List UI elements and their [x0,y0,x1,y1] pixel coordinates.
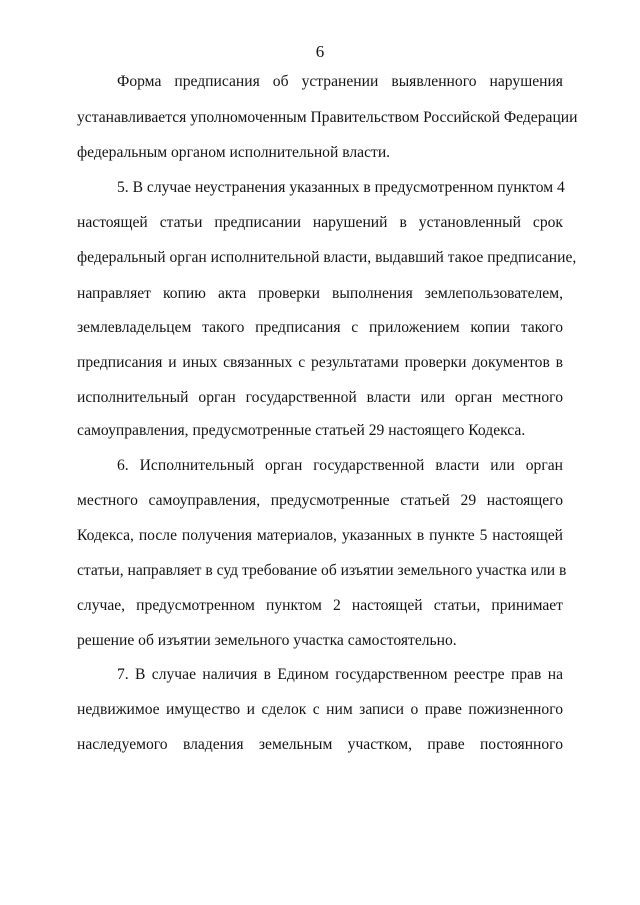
text-line: случае, предусмотренном пунктом 2 настоящей статьи, принимает [77,597,563,614]
text-line: Кодекса, после получения материалов, указанных в пункте 5 настоящей [77,527,563,544]
text-line: исполнительный орган государственной власти или орган местного [77,389,563,406]
text-line: решение об изъятии земельного участка самостоятельно. [77,632,457,649]
text-line: настоящей статьи предписании нарушений в установленный срок [77,214,563,231]
text-line: устанавливается уполномоченным Правительством Российской Федерации [77,109,578,126]
text-line: самоуправления, предусмотренные статьей 29 настоящего Кодекса. [77,422,526,439]
text-line: Форма предписания об устранении выявленного нарушения [117,73,563,90]
text-line: местного самоуправления, предусмотренные статьей 29 настоящего [77,492,563,509]
text-line: недвижимое имущество и сделок с ним записи о праве пожизненного [77,701,563,718]
text-line: федеральным органом исполнительной власти. [77,144,391,161]
text-line: статьи, направляет в суд требование об изъятии земельного участка или в [77,562,567,579]
text-line: 5. В случае неустранения указанных в предусмотренном пунктом 4 [117,179,565,196]
text-line: 7. В случае наличия в Едином государственном реестре прав на [117,666,563,683]
text-line: наследуемого владения земельным участком, праве постоянного [77,736,563,753]
text-line: направляет копию акта проверки выполнения землепользователем, [77,285,563,302]
page-number: 6 [315,42,325,61]
text-line: предписания и иных связанных с результатами проверки документов в [77,354,563,371]
text-line: землевладельцем такого предписания с приложением копии такого [77,319,563,336]
text-line: федеральный орган исполнительной власти, выдавший такое предписание, [77,249,577,266]
text-line: 6. Исполнительный орган государственной власти или орган [117,457,563,474]
